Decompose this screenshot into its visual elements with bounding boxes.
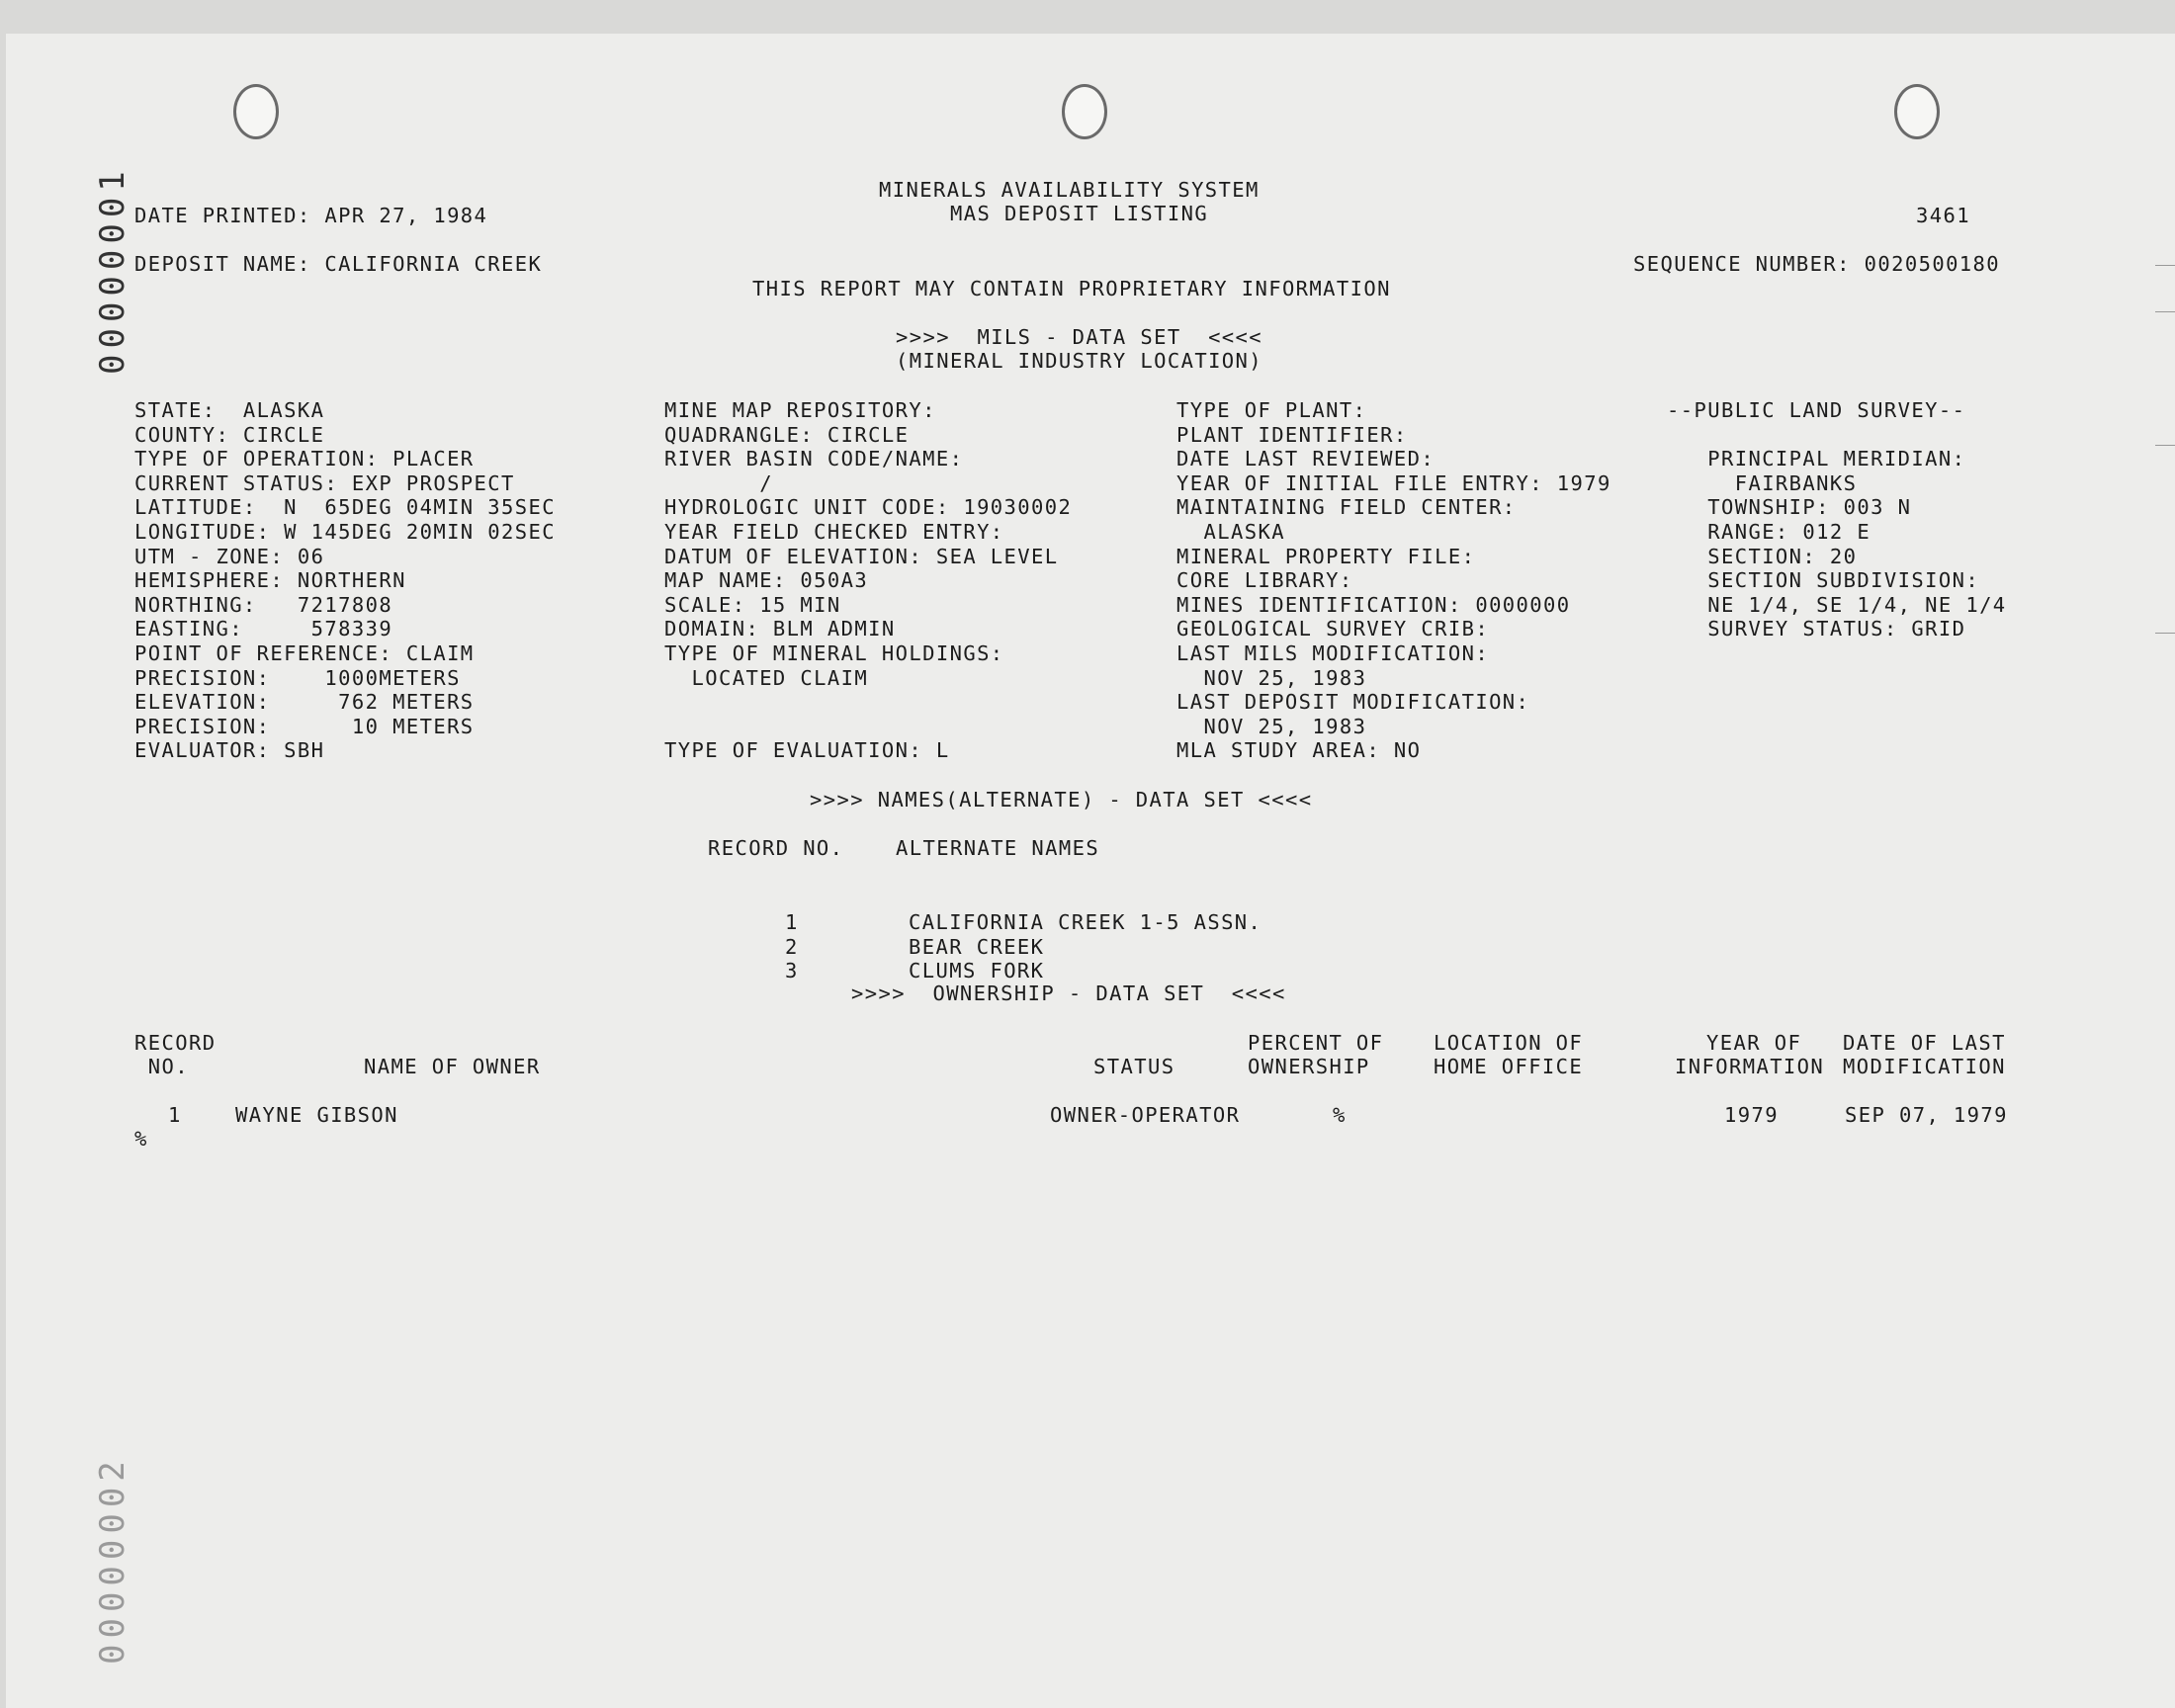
mils-field-line: EVALUATOR: SBH [134, 738, 325, 763]
mils-field-line: LONGITUDE: W 145DEG 20MIN 02SEC [134, 520, 557, 544]
own-header-no: NO. [134, 1055, 189, 1078]
mils-field-line: ELEVATION: 762 METERS [134, 690, 475, 715]
own-header-year: YEAR OF [1706, 1031, 1802, 1055]
mils-field-line: YEAR OF INITIAL FILE ENTRY: 1979 [1176, 470, 1611, 495]
alternate-name-record-no: 1 [785, 910, 799, 934]
mils-field-line: NE 1/4, SE 1/4, NE 1/4 [1667, 592, 2007, 617]
names-header-record: RECORD NO. [708, 836, 844, 860]
sheet-edge-line [2155, 311, 2175, 312]
printout-sheet [6, 34, 2175, 1708]
alternate-name-record-no: 2 [785, 934, 799, 959]
mils-field-line: ALASKA [1176, 520, 1285, 544]
mils-field-line: COUNTY: CIRCLE [134, 422, 325, 447]
ownership-heading: >>>> OWNERSHIP - DATA SET <<<< [851, 982, 1286, 1005]
mils-field-line: UTM - ZONE: 06 [134, 544, 325, 568]
mils-heading: >>>> MILS - DATA SET <<<< [896, 325, 1263, 349]
mils-field-line: LOCATED CLAIM [664, 665, 869, 690]
ownership-trailer: % [134, 1127, 148, 1151]
mils-field-line: CURRENT STATUS: EXP PROSPECT [134, 470, 515, 495]
mils-field-line: PRINCIPAL MERIDIAN: [1667, 447, 1966, 471]
mils-field-line: LAST DEPOSIT MODIFICATION: [1176, 690, 1530, 715]
mils-field-line: LATITUDE: N 65DEG 04MIN 35SEC [134, 495, 557, 520]
sequence-number: SEQUENCE NUMBER: 0020500180 [1633, 252, 2001, 276]
mils-field-line: RANGE: 012 E [1667, 520, 1871, 544]
mils-field-line: STATE: ALASKA [134, 398, 325, 422]
mils-field-line: SECTION: 20 [1667, 544, 1858, 568]
mils-field-line: MINERAL PROPERTY FILE: [1176, 544, 1476, 568]
mils-field-line: DOMAIN: BLM ADMIN [664, 617, 896, 641]
mils-field-line: / [664, 470, 773, 495]
mils-field-line: MAINTAINING FIELD CENTER: [1176, 495, 1517, 520]
mils-field-line: TYPE OF EVALUATION: L [664, 738, 950, 763]
mils-field-line: PRECISION: 10 METERS [134, 714, 475, 738]
mils-field-line: CORE LIBRARY: [1176, 568, 1353, 593]
mils-subheading: (MINERAL INDUSTRY LOCATION) [896, 349, 1263, 373]
own-header-percent: PERCENT OF [1248, 1031, 1384, 1055]
margin-stamp-bottom: 00000002 [93, 1455, 132, 1665]
mils-field-line: POINT OF REFERENCE: CLAIM [134, 641, 475, 665]
own-header-ownership: OWNERSHIP [1248, 1055, 1370, 1078]
own-header-status: STATUS [1093, 1055, 1175, 1078]
mils-field-line: NOV 25, 1983 [1176, 714, 1367, 738]
mils-field-line: GEOLOGICAL SURVEY CRIB: [1176, 617, 1490, 641]
owner-name: WAYNE GIBSON [235, 1103, 398, 1127]
mils-field-line: QUADRANGLE: CIRCLE [664, 422, 910, 447]
mils-field-line: RIVER BASIN CODE/NAME: [664, 447, 964, 471]
mils-field-line: PRECISION: 1000METERS [134, 665, 461, 690]
sheet-edge-line [2155, 633, 2175, 634]
mils-field-line: MAP NAME: 050A3 [664, 568, 869, 593]
punch-hole-left [233, 84, 279, 139]
mils-field-line: MINES IDENTIFICATION: 0000000 [1176, 592, 1571, 617]
listing-title: MAS DEPOSIT LISTING [950, 202, 1209, 225]
mils-field-line: LAST MILS MODIFICATION: [1176, 641, 1490, 665]
mils-field-line: SECTION SUBDIVISION: [1667, 568, 1980, 593]
mils-field-line: FAIRBANKS [1667, 470, 1858, 495]
mils-field-line: DATE LAST REVIEWED: [1176, 447, 1436, 471]
date-printed: DATE PRINTED: APR 27, 1984 [134, 204, 488, 227]
page-number: 3461 [1916, 204, 1970, 227]
names-heading: >>>> NAMES(ALTERNATE) - DATA SET <<<< [810, 788, 1313, 811]
owner-year: 1979 [1724, 1103, 1779, 1127]
owner-record-no: 1 [168, 1103, 182, 1127]
mils-field-line: YEAR FIELD CHECKED ENTRY: [664, 520, 1004, 544]
proprietary-notice: THIS REPORT MAY CONTAIN PROPRIETARY INFORMATION [752, 277, 1391, 300]
names-header-alternate: ALTERNATE NAMES [896, 836, 1100, 860]
alternate-name: BEAR CREEK [909, 934, 1045, 959]
mils-field-line: HEMISPHERE: NORTHERN [134, 568, 406, 593]
mils-field-line: PLANT IDENTIFIER: [1176, 422, 1408, 447]
own-header-modification: MODIFICATION [1843, 1055, 2006, 1078]
own-header-record: RECORD [134, 1031, 217, 1055]
mils-field-line: NORTHING: 7217808 [134, 592, 393, 617]
owner-status: OWNER-OPERATOR [1050, 1103, 1241, 1127]
system-title: MINERALS AVAILABILITY SYSTEM [879, 178, 1260, 202]
mils-field-line: MLA STUDY AREA: NO [1176, 738, 1422, 763]
alternate-name: CALIFORNIA CREEK 1-5 ASSN. [909, 910, 1262, 934]
mils-field-line: TYPE OF PLANT: [1176, 398, 1367, 422]
alternate-name-record-no: 3 [785, 959, 799, 983]
own-header-owner: NAME OF OWNER [364, 1055, 541, 1078]
mils-field-line: TOWNSHIP: 003 N [1667, 495, 1912, 520]
mils-field-line: TYPE OF MINERAL HOLDINGS: [664, 641, 1004, 665]
mils-field-line: DATUM OF ELEVATION: SEA LEVEL [664, 544, 1059, 568]
sheet-edge-line [2155, 445, 2175, 446]
mils-field-line: TYPE OF OPERATION: PLACER [134, 447, 475, 471]
mils-field-line: SURVEY STATUS: GRID [1667, 617, 1966, 641]
mils-field-line: EASTING: 578339 [134, 617, 393, 641]
punch-hole-center [1062, 84, 1107, 139]
deposit-name: DEPOSIT NAME: CALIFORNIA CREEK [134, 252, 543, 276]
own-header-information: INFORMATION [1675, 1055, 1825, 1078]
mils-field-line: HYDROLOGIC UNIT CODE: 19030002 [664, 495, 1073, 520]
own-header-home-office: HOME OFFICE [1434, 1055, 1584, 1078]
alternate-name: CLUMS FORK [909, 959, 1045, 983]
margin-stamp-top: 00000001 [93, 165, 132, 375]
mils-field-line: --PUBLIC LAND SURVEY-- [1667, 398, 1966, 422]
owner-date: SEP 07, 1979 [1845, 1103, 2008, 1127]
punch-hole-right [1894, 84, 1940, 139]
owner-percent: % [1333, 1103, 1347, 1127]
own-header-date: DATE OF LAST [1843, 1031, 2006, 1055]
mils-field-line: NOV 25, 1983 [1176, 665, 1367, 690]
own-header-location: LOCATION OF [1434, 1031, 1584, 1055]
sheet-edge-line [2155, 265, 2175, 266]
mils-field-line: MINE MAP REPOSITORY: [664, 398, 936, 422]
mils-field-line: SCALE: 15 MIN [664, 592, 841, 617]
